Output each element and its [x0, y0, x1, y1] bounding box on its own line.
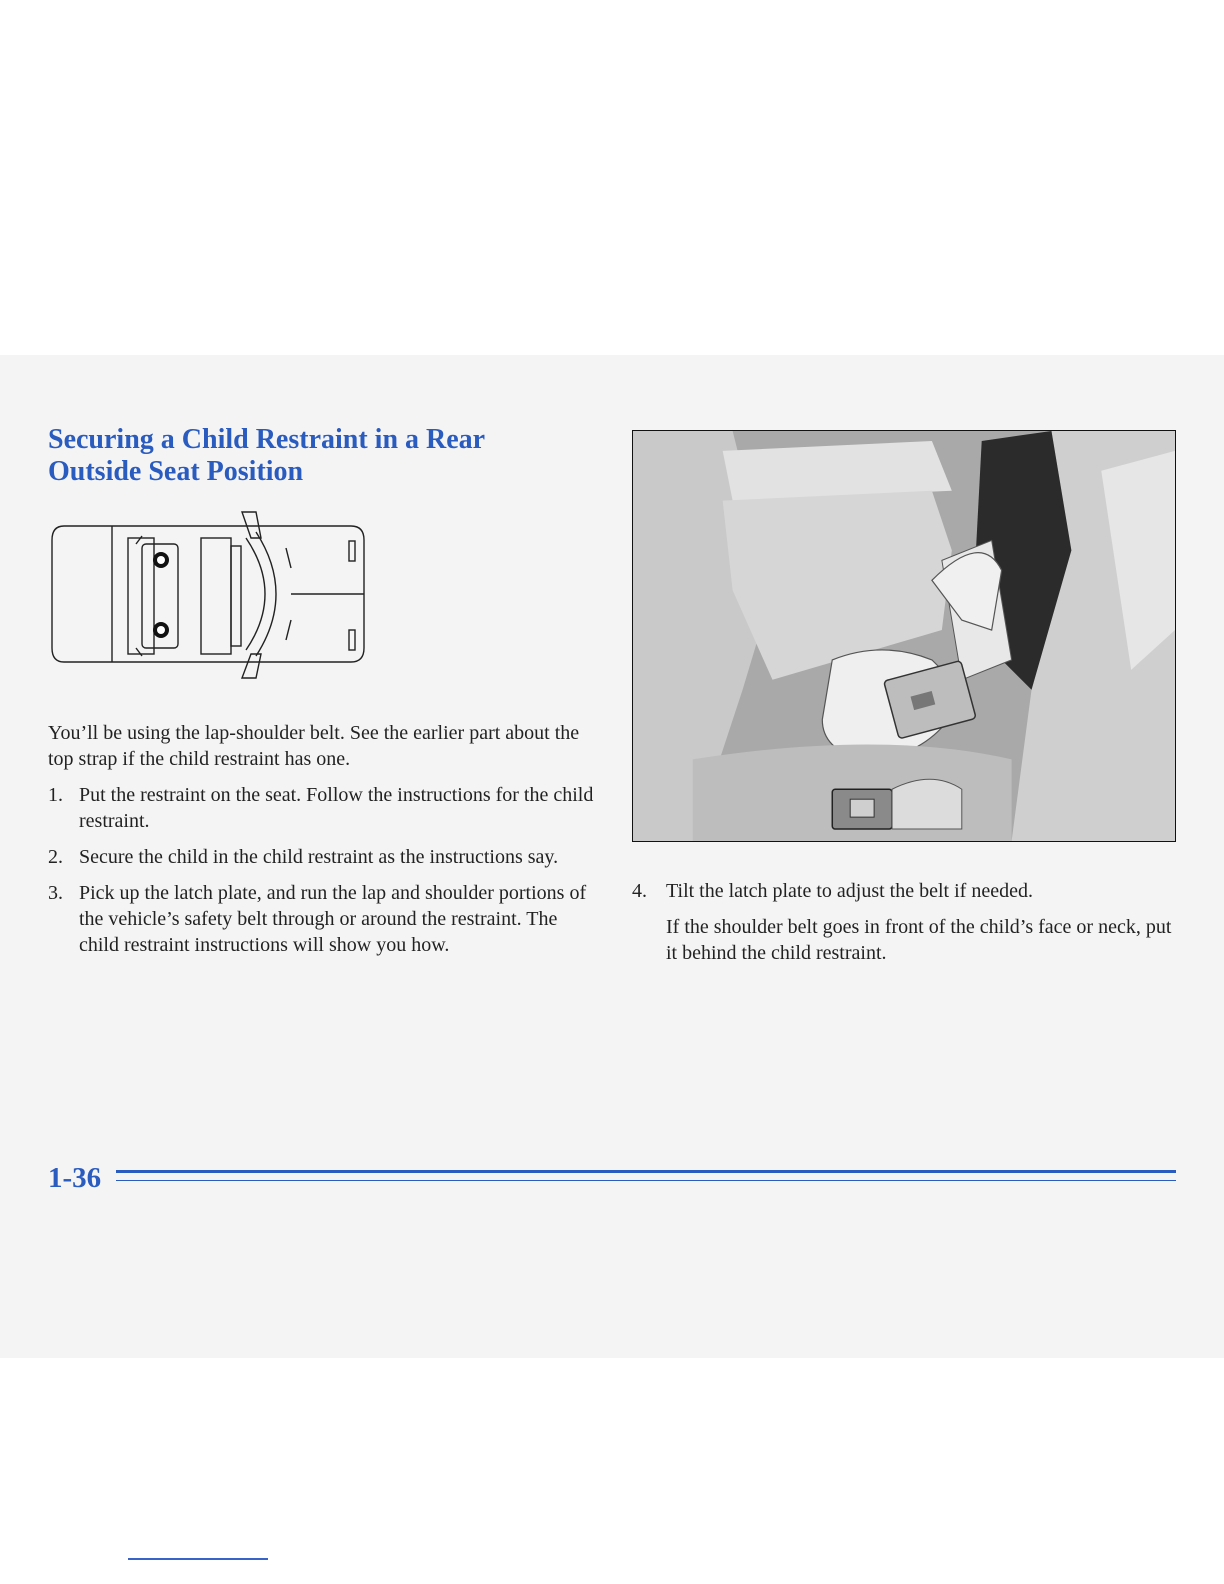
step-number: 3.: [48, 882, 63, 904]
step-item: [48, 782, 596, 834]
section-heading: [48, 424, 568, 488]
latch-plate-illustration: [632, 430, 1176, 842]
step-text: Pick up the latch plate, and run the lap and shoulder portions of the vehicle’s safety belt through or around the restraint. The child restraint instructions will show you how.: [79, 882, 587, 956]
right-column: [632, 878, 1180, 976]
step-text: Secure the child in the child restraint as the instructions say.: [79, 846, 559, 868]
steps-list: [48, 782, 596, 958]
footer-rule: [116, 1170, 1176, 1173]
step-item: [48, 880, 596, 958]
step-item: [632, 878, 1180, 904]
step-number: 2.: [48, 846, 63, 868]
page-footer: [48, 1160, 1178, 1200]
car-seating-diagram: [46, 508, 376, 683]
step-number: 1.: [48, 784, 63, 806]
heading-line-2: Outside Seat Position: [48, 456, 304, 487]
step-text: Put the restraint on the seat. Follow the instructions for the child restraint.: [79, 784, 594, 832]
bottom-divider: [128, 1558, 268, 1560]
left-column: [48, 720, 596, 968]
steps-list-continued: [632, 878, 1180, 904]
step-text: Tilt the latch plate to adjust the belt if needed.: [666, 880, 1033, 902]
step-item: [48, 844, 596, 870]
footer-rule-thin: [116, 1180, 1176, 1181]
note-paragraph: If the shoulder belt goes in front of the child’s face or neck, put it behind the child restraint.: [666, 916, 1172, 964]
page-number: 1-36: [48, 1162, 102, 1194]
intro-paragraph: You’ll be using the lap-shoulder belt. See the earlier part about the top strap if the child restraint has one.: [48, 722, 580, 770]
step-number: 4.: [632, 880, 647, 902]
heading-line-1: Securing a Child Restraint in a Rear: [48, 424, 486, 455]
